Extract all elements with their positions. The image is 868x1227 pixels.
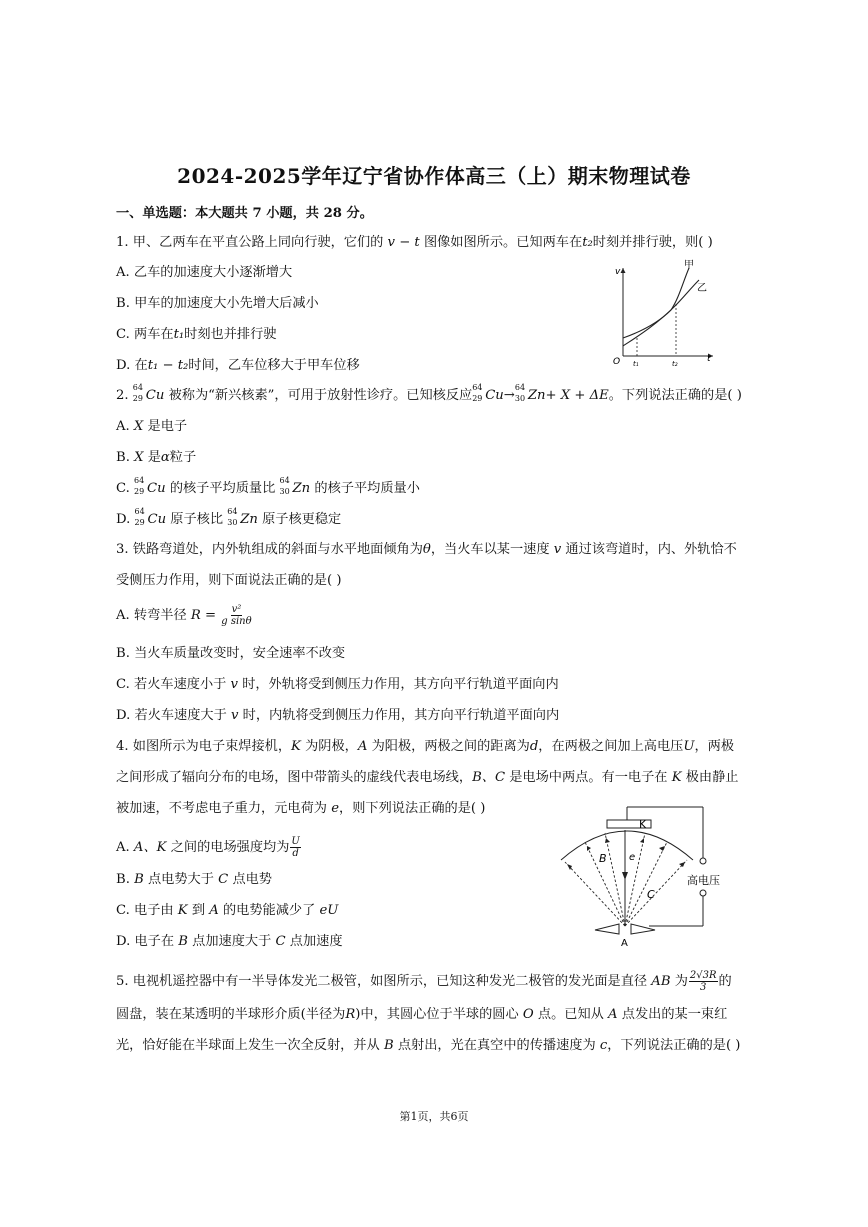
arrow-icon [640,838,644,843]
question-1-option-a: A. 乙车的加速度大小逐渐增大 [116,265,293,280]
question-4-stem-line3: 被加速，不考虑电子重力，元电荷为 e，则下列说法正确的是( ) [116,801,486,816]
label-high-voltage: 高电压 [687,874,720,887]
question-4-stem: 4. 如图所示为电子束焊接机，K 为阴极，A 为阳极，两极之间的距离为d，在两极之间加上高电压U，两极 [116,739,735,754]
field-line [625,833,645,926]
vt-graph-figure [605,258,725,368]
label-k: K [639,818,647,831]
question-3-option-d: D. 若火车速度大于 v 时，内轨将受到侧压力作用，其方向平行轨道平面向内 [116,708,560,723]
question-2-option-c: C. 64 29 Cu 的核子平均质量比 64 30 Zn 的核子平均质量小 [116,476,420,496]
nuclide-cu: 64 29 Cu [132,383,165,403]
arrow-icon [605,838,610,843]
terminal-bottom-icon [700,890,706,896]
page-footer: 第1页，共6页 [399,1110,469,1123]
question-3-option-b: B. 当火车质量改变时，安全速率不改变 [116,646,346,661]
question-2-option-a: A. X 是电子 [116,419,188,434]
label-jia: 甲 [684,260,694,271]
electron-beam-welder-figure [555,800,755,950]
label-a: A [621,938,628,949]
label-yi: 乙 [697,283,707,294]
field-lines [565,833,687,926]
question-4-option-c: C. 电子由 K 到 A 的电势能减少了 eU [116,903,339,918]
label-c: C [647,888,655,901]
label-b: B [599,852,607,865]
field-line [605,833,625,926]
question-5-stem: 5. 电视机遥控器中有一半导体发光二极管，如图所示，已知这种发光二极管的发光面是直径 AB 为 $\frac{2√3R}{3}$ 的 [116,970,732,993]
question-4-option-a: A. A、K 之间的电场强度均为 $\frac{U}{d}$ [116,836,300,859]
fraction: $\frac{\text{v²}}{\text{g sinθ}}$ [221,604,252,627]
question-3-stem-line2: 受侧压力作用，则下面说法正确的是( ) [116,573,342,588]
question-3-stem: 3. 铁路弯道处，内外轨组成的斜面与水平地面倾角为θ，当火车以某一速度 v 通过该弯道时，内、外轨恰不 [116,542,737,557]
terminal-top-icon [700,858,706,864]
question-1-option-b: B. 甲车的加速度大小先增大后减小 [116,296,319,311]
cathode-arc [561,831,693,860]
question-1-stem: 1. 甲、乙两车在平直公路上同向行驶，它们的 v − t 图像如图所示。已知两车在t₂时刻并排行驶，则( ) [116,235,713,250]
label-e: e [629,852,636,863]
field-line [565,862,625,926]
label-t: t [707,354,711,364]
label-origin: O [613,357,621,367]
question-1-option-c: C. 两车在t₁时刻也并排行驶 [116,327,277,342]
page-title: 2024-2025学年辽宁省协作体高三（上）期末物理试卷 [177,164,691,188]
arrow-icon [679,862,685,867]
label-t1: t₁ [633,360,639,368]
section-heading: 一、单选题：本大题共 7 小题，共 28 分。 [116,206,373,221]
curve-yi [623,280,699,346]
anode-left [595,924,619,934]
question-2-option-d: D. 64 29 Cu 原子核比 64 30 Zn 原子核更稳定 [116,507,342,527]
question-4-stem-line2: 之间形成了辐向分布的电场，图中带箭头的虚线代表电场线，B、C 是电场中两点。有一电子在 K 极由静止 [116,770,739,785]
v-axis-arrow-icon [621,268,626,273]
question-1-option-d: D. 在t₁ − t₂时间，乙车位移大于甲车位移 [116,358,360,373]
question-5-stem-line3: 光，恰好能在半球面上发生一次全反射，并从 B 点射出，光在真空中的传播速度为 c，下列说法正确的是( ) [116,1038,741,1053]
label-t2: t₂ [672,360,678,368]
label-v: v [615,267,621,277]
arrow-down-icon [622,872,628,880]
arrow-icon [587,846,591,851]
question-2-stem: 2. 64 29 Cu 被称为“新兴核素”，可用于放射性诊疗。已知核反应 64 29 Cu→ 64 30 Zn+ X + ΔE。下列说法正确的是( ) [116,383,742,403]
question-5-stem-line2: 圆盘，装在某透明的半球形介质(半径为R)中，其圆心位于半球的圆心 O 点。已知从 A 点发出的某一束红 [116,1007,728,1022]
field-line [625,860,687,926]
curve-jia [623,268,689,338]
question-4-option-d: D. 电子在 B 点加速度大于 C 点加速度 [116,934,343,949]
question-4-option-b: B. B 点电势大于 C 点电势 [116,872,272,887]
question-3-option-a: A. 转弯半径 R = $\frac{\text{v²}}{\text{g sinθ}}$ [116,604,252,627]
question-2-option-b: B. X 是α粒子 [116,450,197,465]
question-3-option-c: C. 若火车速度小于 v 时，外轨将受到侧压力作用，其方向平行轨道平面向内 [116,677,559,692]
